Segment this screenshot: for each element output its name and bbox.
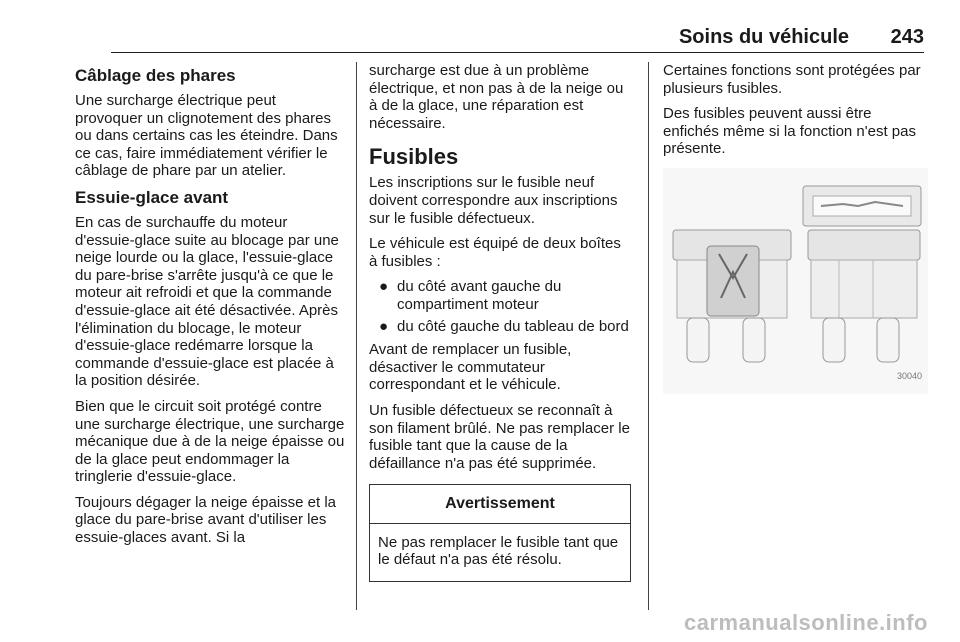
- figure-code: 30040: [896, 371, 922, 382]
- column-divider: [356, 62, 357, 610]
- fuse-illustration: [663, 168, 928, 394]
- column-2: [369, 62, 632, 582]
- paragraph: Un fusible défectueux se reconnaît à son filament brûlé. Ne pas remplacer le fusible tant que la cause de la défaillance n'a pas été supprimée.: [369, 401, 630, 472]
- paragraph: Toujours dégager la neige épaisse et la glace du pare-brise avant d'utiliser les essuie-glaces avant. Si la: [75, 493, 337, 547]
- fuse-icon: [663, 168, 928, 394]
- paragraph: Le véhicule est équipé de deux boîtes à fusibles :: [369, 235, 621, 270]
- column-1: [75, 62, 347, 555]
- paragraph: Des fusibles peuvent aussi être enfichés même si la fonction n'est pas présente.: [663, 105, 916, 158]
- warning-box: [369, 484, 631, 582]
- column-3: [663, 62, 928, 394]
- paragraph: Certaines fonctions sont protégées par plusieurs fusibles.: [663, 62, 921, 97]
- paragraph: En cas de surchauffe du moteur d'essuie-glace suite au blocage par une neige lourde ou la glace, l'essuie-glace du pare-brise s'arrête jusqu'à ce que le moteur ait refroidi et que la commande d'essuie-glace ait été désactivée. Après l'élimination du blocage, le moteur d'essuie-glace redémarre lorsque la commande d'essuie-glace est placée à la position désirée.: [75, 213, 339, 390]
- bullet-icon: ●: [379, 278, 389, 296]
- watermark: carmanualsonline.info: [684, 610, 928, 635]
- warning-title: Avertissement: [370, 485, 630, 524]
- paragraph: Les inscriptions sur le fusible neuf doivent correspondre aux inscriptions sur le fusible défectueux.: [369, 174, 618, 227]
- section-heading-fuses: Fusibles: [369, 144, 459, 170]
- column-divider: [648, 62, 649, 610]
- fuse-box-list: [369, 278, 632, 335]
- page-header: [36, 26, 924, 54]
- paragraph: Une surcharge électrique peut provoquer un clignotement des phares ou dans certains cas les éteindre. Dans ce cas, faire immédiatement vérifier le câblage de phare par un atelier.: [75, 92, 338, 180]
- paragraph: Avant de remplacer un fusible, désactiver le commutateur correspondant et le véhicule.: [369, 341, 572, 394]
- paragraph: Bien que le circuit soit protégé contre une surcharge électrique, une surcharge mécanique due à de la neige épaisse ou de la glace peut endommager la tringlerie d'essuie-glace.: [75, 397, 345, 486]
- bullet-icon: ●: [379, 317, 389, 335]
- paragraph: surcharge est due à un problème électrique, et non pas à de la neige ou à de la glace, une réparation est nécessaire.: [369, 62, 624, 132]
- section-heading-headlight-wiring: Câblage des phares: [75, 66, 236, 85]
- warning-body: Ne pas remplacer le fusible tant que le défaut n'a pas été résolu.: [378, 533, 619, 569]
- list-item: ● du côté gauche du tableau de bord: [379, 317, 629, 335]
- header-rule: [111, 52, 924, 53]
- section-heading-front-wiper: Essuie-glace avant: [75, 187, 229, 207]
- list-item: ● du côté avant gauche du compartiment moteur: [379, 278, 562, 313]
- page-title: Soins du véhicule: [678, 26, 849, 48]
- page-number: 243: [890, 26, 924, 48]
